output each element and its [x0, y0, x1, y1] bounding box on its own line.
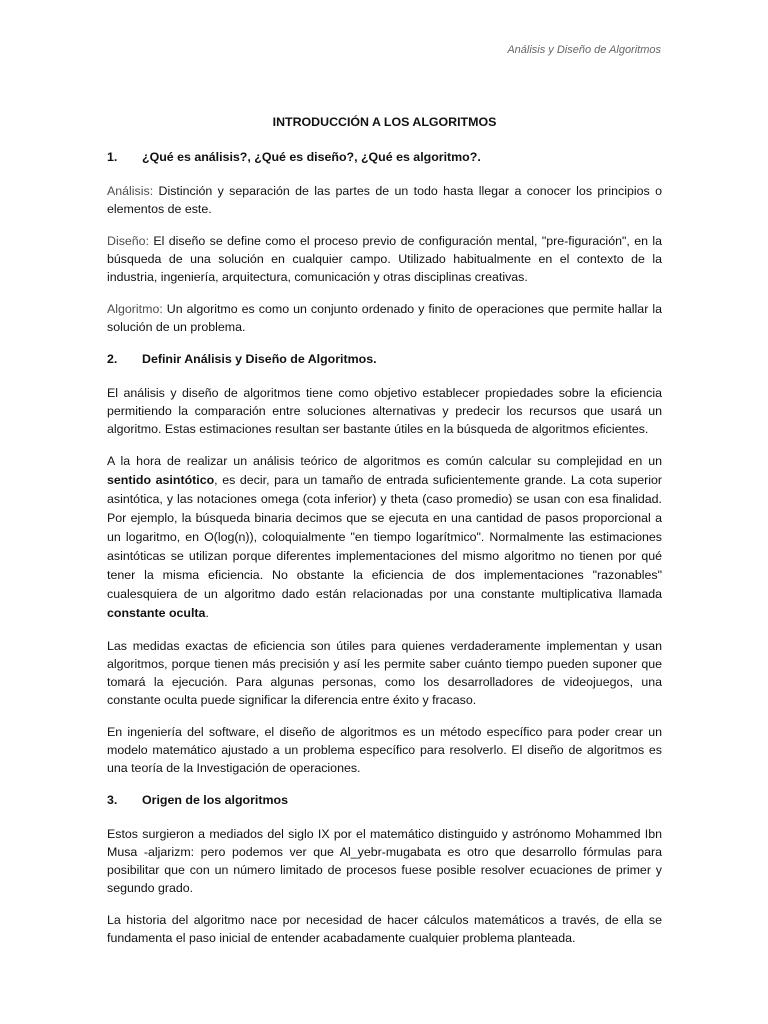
- definition-text: El diseño se define como el proceso previo de configuración mental, "pre-figuración", en la búsqueda de una solución en cualquier campo. Utilizado habitualmente en el contexto de la industria, ingeniería, arquitectura, comunicación y otras disciplinas creativas.: [107, 234, 662, 284]
- paragraph: Estos surgieron a mediados del siglo IX por el matemático distinguido y astrónomo Mohammed Ibn Musa -aljarizm: pero podemos ver que Al_yebr-mugabata es otro que desarrollo fórmulas para posibilitar que con un número limitado de procesos fuese posible resolver ecuaciones de primer y segundo grado.: [107, 827, 662, 895]
- section-3-heading: [107, 791, 662, 809]
- paragraph: [107, 452, 662, 623]
- definition-text: Un algoritmo es como un conjunto ordenado y finito de operaciones que permite hallar la solución de un problema.: [107, 302, 662, 334]
- paragraph: En ingeniería del software, el diseño de algoritmos es un método específico para poder crear un modelo matemático ajustado a un problema específico para resolverlo. El diseño de algoritmos es una teoría de la Investigación de operaciones.: [107, 725, 662, 775]
- definition-term: Análisis:: [107, 184, 154, 198]
- section-heading-text: Origen de los algoritmos: [142, 793, 288, 807]
- paragraph: El análisis y diseño de algoritmos tiene como objetivo establecer propiedades sobre la eficiencia permitiendo la comparación entre soluciones alternativas y predecir los recursos que usará un algoritmo. Estas estimaciones resultan ser bastante útiles en la búsqueda de algoritmos eficientes.: [107, 386, 662, 436]
- section-number: 2.: [107, 352, 118, 366]
- document-body: [107, 113, 662, 961]
- section-heading-text: ¿Qué es análisis?, ¿Qué es diseño?, ¿Qué es algoritmo?.: [142, 150, 481, 164]
- definition-term: Algoritmo:: [107, 302, 163, 316]
- section-number: 3.: [107, 793, 118, 807]
- document-title: INTRODUCCIÓN A LOS ALGORITMOS: [272, 115, 497, 129]
- paragraph: La historia del algoritmo nace por necesidad de hacer cálculos matemáticos a través, de ella se fundamenta el paso inicial de entender acabadamente cualquier problema planteada.: [107, 913, 662, 945]
- text-run: .: [205, 606, 209, 620]
- section-1-heading: [107, 148, 662, 166]
- text-run: , es decir, para un tamaño de entrada suficientemente grande. La cota superior asintótica, y las notaciones omega (cota inferior) y theta (caso promedio) se usan con esa finalidad. Por ejemplo, la búsqueda binaria decimos que se ejecuta en una cantidad de pasos proporcional a un logaritmo, en O(log(n)), coloquialmente "en tiempo logarítmico". Normalmente las estimaciones asintóticas se utilizan porque diferentes implementaciones del mismo algoritmo no tienen por qué tener la misma eficiencia. No obstante la eficiencia de dos implementaciones "razonables" cualesquiera de un algoritmo dado están relacionadas por una constante multiplicativa llamada: [107, 473, 662, 601]
- paragraph: Las medidas exactas de eficiencia son útiles para quienes verdaderamente implementan y usan algoritmos, porque tienen más precisión y así les permite saber cuánto tiempo pueden suponer que tomará la ejecución. Para algunas personas, como los desarrolladores de videojuegos, una constante oculta puede significar la diferencia entre éxito y fracaso.: [107, 639, 662, 707]
- section-number: 1.: [107, 150, 118, 164]
- definition-analisis: [107, 182, 662, 218]
- running-header: Análisis y Diseño de Algoritmos: [507, 44, 661, 56]
- definition-text: Distinción y separación de las partes de un todo hasta llegar a conocer los principios o elementos de este.: [107, 184, 662, 216]
- section-2-heading: [107, 350, 662, 368]
- bold-term: sentido asintótico: [107, 473, 215, 487]
- definition-algoritmo: [107, 300, 662, 336]
- section-heading-text: Definir Análisis y Diseño de Algoritmos.: [142, 352, 377, 366]
- definition-diseno: [107, 232, 662, 286]
- text-run: A la hora de realizar un análisis teórico de algoritmos es común calcular su complejidad en un: [107, 454, 662, 468]
- bold-term: constante oculta: [107, 606, 206, 620]
- definition-term: Diseño:: [107, 234, 150, 248]
